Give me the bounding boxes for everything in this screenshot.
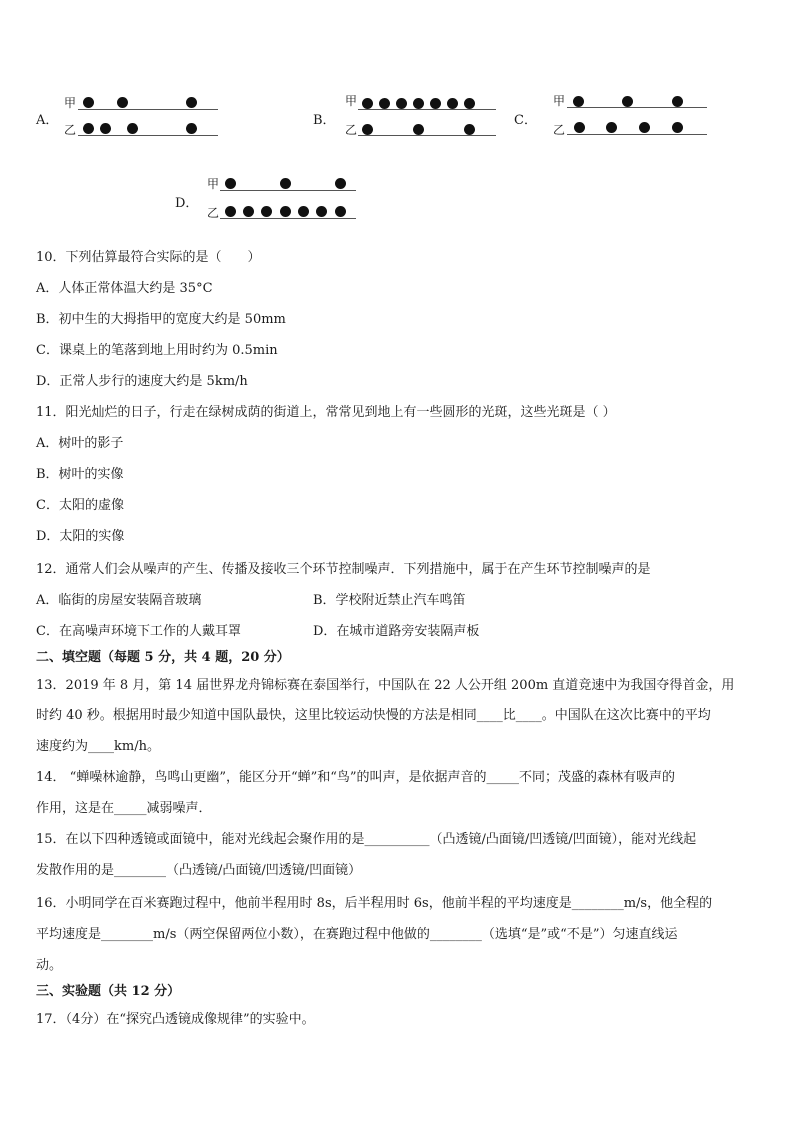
- answer-option: B．树叶的实像: [36, 467, 124, 482]
- row-label-yi: 乙: [64, 123, 77, 137]
- question-line: 时约 40 秒。根据用时最少知道中国队最快，这里比较运动快慢的方法是相同____比____。中国队在这次比赛中的平均: [36, 708, 711, 723]
- dot: [574, 122, 585, 133]
- dot: [672, 122, 683, 133]
- answer-option: A．树叶的影子: [36, 436, 124, 451]
- option-letter: D．: [175, 196, 199, 211]
- dot: [127, 123, 138, 134]
- track-line: [78, 109, 218, 110]
- dot: [622, 96, 633, 107]
- option-letter: C．: [514, 113, 537, 128]
- question-line: 15．在以下四种透镜或面镜中，能对光线起会聚作用的是__________（凸透镜/凸面镜/凹透镜/凹面镜），能对光线起: [36, 832, 697, 847]
- dot: [243, 206, 254, 217]
- dot: [413, 124, 424, 135]
- dot: [362, 98, 373, 109]
- answer-option: D．在城市道路旁安装隔声板: [313, 624, 480, 639]
- dot: [639, 122, 650, 133]
- answer-option: C．课桌上的笔落到地上用时约为 0.5min: [36, 343, 278, 358]
- dot: [83, 97, 94, 108]
- dot: [117, 97, 128, 108]
- dot: [362, 124, 373, 135]
- row-label-yi: 乙: [553, 123, 566, 137]
- dot: [100, 123, 111, 134]
- track-line: [358, 135, 496, 136]
- track-line: [220, 190, 356, 191]
- dot: [413, 98, 424, 109]
- dot: [396, 98, 407, 109]
- row-label-jia: 甲: [207, 177, 220, 191]
- dot: [464, 124, 475, 135]
- answer-option: C．在高噪声环境下工作的人戴耳罩: [36, 624, 241, 639]
- answer-option: B．初中生的大拇指甲的宽度大约是 50mm: [36, 312, 286, 327]
- track-line: [567, 134, 707, 135]
- dot: [335, 178, 346, 189]
- dot: [672, 96, 683, 107]
- question-line: 作用，这是在_____减弱噪声．: [36, 801, 212, 816]
- row-label-jia: 甲: [553, 94, 566, 108]
- dot: [298, 206, 309, 217]
- dot: [447, 98, 458, 109]
- dot: [430, 98, 441, 109]
- track-line: [358, 109, 496, 110]
- answer-option: D．正常人步行的速度大约是 5km/h: [36, 374, 248, 389]
- question-line: 16．小明同学在百米赛跑过程中，他前半程用时 8s，后半程用时 6s，他前半程的平均速度是________m/s，他全程的: [36, 896, 713, 911]
- question-line: 动。: [36, 958, 63, 973]
- dot: [464, 98, 475, 109]
- question-line: 发散作用的是________（凸透镜/凸面镜/凹透镜/凹面镜）: [36, 863, 362, 878]
- track-line: [567, 107, 707, 108]
- question-17: 17．（4分）在“探究凸透镜成像规律”的实验中。: [36, 1012, 315, 1027]
- question-stem: 10．下列估算最符合实际的是（ ）: [36, 250, 261, 265]
- dot: [225, 178, 236, 189]
- answer-option: B．学校附近禁止汽车鸣笛: [313, 593, 466, 608]
- dot: [379, 98, 390, 109]
- question-stem: 12．通常人们会从噪声的产生、传播及接收三个环节控制噪声．下列措施中，属于在产生环节控制噪声的是: [36, 562, 651, 577]
- track-line: [220, 218, 356, 219]
- answer-option: A．临街的房屋安装隔音玻璃: [36, 593, 202, 608]
- question-line: 14． “蝉噪林逾静，鸟鸣山更幽”，能区分开“蝉”和“鸟”的叫声，是依据声音的_____不同；茂盛的森林有吸声的: [36, 770, 676, 785]
- section-heading: 二、填空题（每题 5 分，共 4 题，20 分）: [36, 650, 290, 665]
- answer-option: C．太阳的虚像: [36, 498, 124, 513]
- dot: [280, 206, 291, 217]
- track-line: [78, 135, 218, 136]
- dot: [261, 206, 272, 217]
- row-label-yi: 乙: [207, 206, 220, 220]
- answer-option: A．人体正常体温大约是 35°C: [36, 281, 213, 296]
- row-label-yi: 乙: [345, 123, 358, 137]
- dot: [83, 123, 94, 134]
- question-line: 速度约为____km/h。: [36, 739, 160, 754]
- row-label-jia: 甲: [64, 96, 77, 110]
- dot: [335, 206, 346, 217]
- question-line: 13．2019 年 8 月，第 14 届世界龙舟锦标赛在泰国举行，中国队在 22 人公开组 200m 直道竞速中为我国夺得首金，用: [36, 678, 735, 693]
- dot: [316, 206, 327, 217]
- option-letter: A．: [36, 113, 59, 128]
- dot: [225, 206, 236, 217]
- dot: [186, 97, 197, 108]
- row-label-jia: 甲: [345, 94, 358, 108]
- dot: [606, 122, 617, 133]
- question-stem: 11．阳光灿烂的日子，行走在绿树成荫的街道上，常常见到地上有一些圆形的光斑，这些光斑是（ ）: [36, 405, 616, 420]
- dot: [573, 96, 584, 107]
- question-line: 平均速度是________m/s（两空保留两位小数），在赛跑过程中他做的________（选填“是”或“不是”）匀速直线运: [36, 927, 678, 942]
- section-heading: 三、实验题（共 12 分）: [36, 984, 181, 999]
- dot: [186, 123, 197, 134]
- dot: [280, 178, 291, 189]
- answer-option: D．太阳的实像: [36, 529, 125, 544]
- option-letter: B．: [313, 113, 336, 128]
